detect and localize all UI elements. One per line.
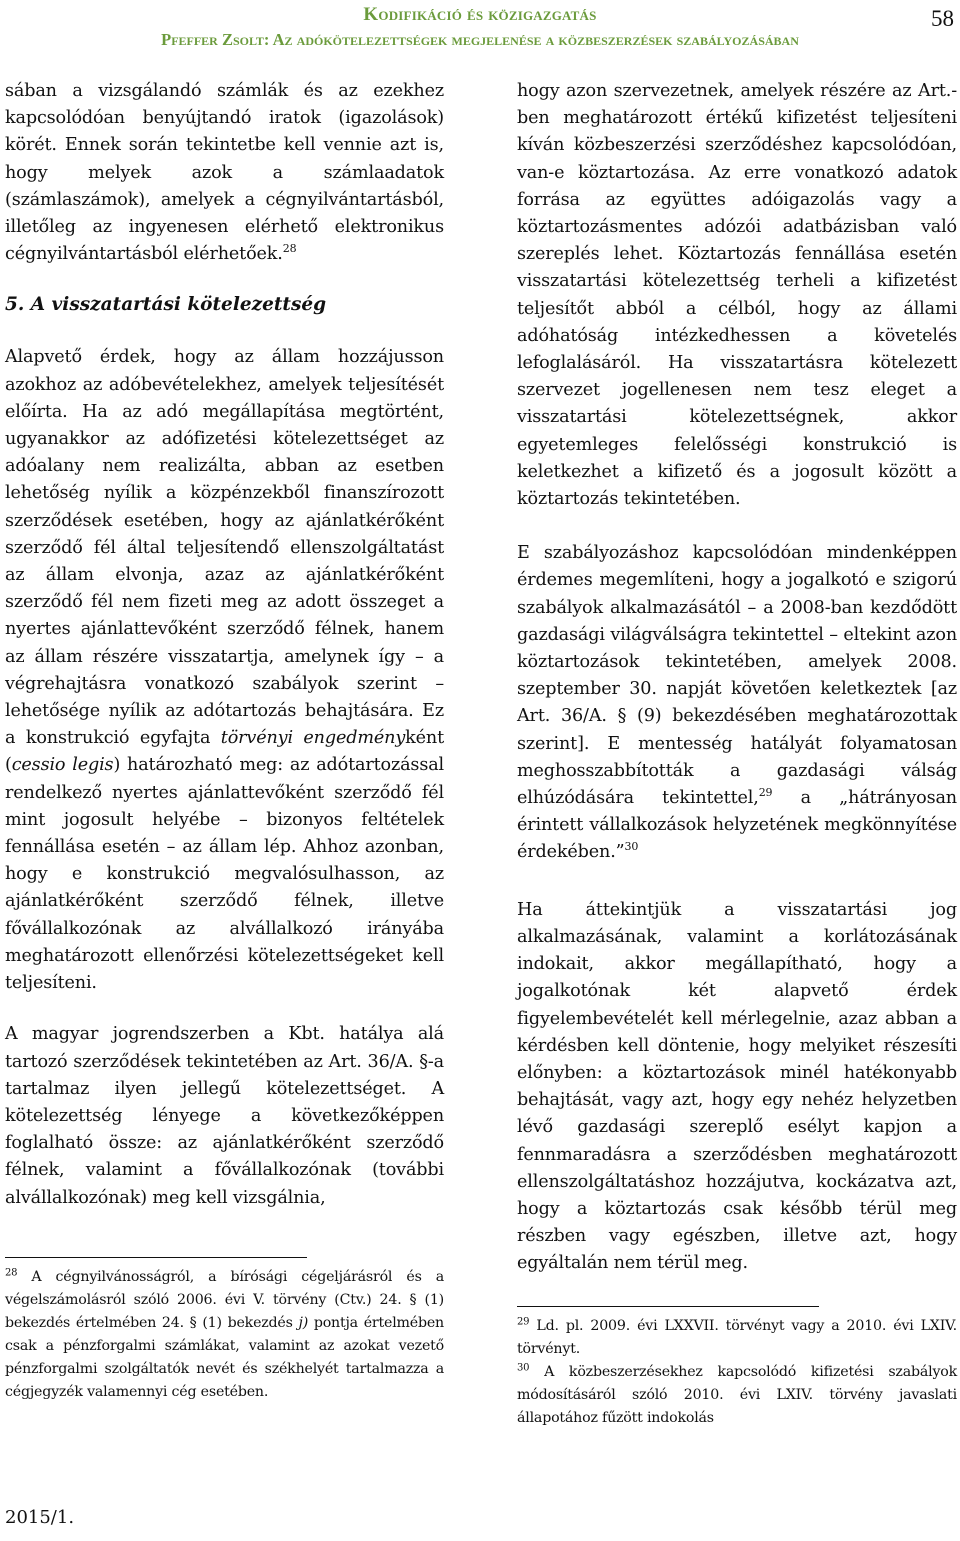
emphasis-text: cessio legis xyxy=(11,755,114,776)
footnote-29: $^{29}$ Ld. pl. 2009. évi LXXVII. törvényt vagy a 2010. évi LXIV. törvényt. xyxy=(517,1315,957,1357)
footnote-28: $^{28}$ A cégnyilvánosságról, a bírósági cégeljárásról és a végelszámolásról szóló 2006. évi V. törvény (Ctv.) 24. § (1) bekezdés értelmében 24. § (1) bekezdés j) pontja értelmében csak a pénzforgalmi számlákat, valamint az azokat vezető pénzforgalmi szolgáltatók nevét és székhelyét tartalmazza a cégjegyzék valamennyi cég esetében. xyxy=(5,1266,444,1400)
footnote-ref-28[interactable]: 28 xyxy=(282,242,297,256)
left-paragraph-1: sában a vizsgálandó számlák és az ezekhez kapcsolódóan benyújtandó iratok (igazolások) körét. Ennek során tekintetbe kell vennie azt is, hogy melyek azok a számlaadatok (számlaszámok), amelyek a cégnyilvántartásból, illetőleg az ingyenesen elérhető elektronikus cégnyilvántartásból elérhetőek.$^{28}$ xyxy=(5,81,444,265)
article-running-title: Pfeffer Zsolt: Az adókötelezettségek megjelenése a közbeszerzések szabályozásában xyxy=(161,30,799,49)
journal-title: Kodifikáció és közigazgatás xyxy=(363,4,597,25)
right-column xyxy=(517,78,957,1430)
issue-number: 2015/1. xyxy=(5,1507,75,1528)
footnote-ref-30[interactable]: 30 xyxy=(624,840,639,854)
right-paragraph-1: hogy azon szervezetnek, amelyek részére az Art.-ben meghatározott értékű kifizetést teljesíteni kíván közbeszerzési szerződéshez kapcsolódóan, van-e köztartozása. Az erre vonatkozó adatok forrása az együttes adóigazolás vagy a köztartozásmentes adózói adatbázisban való szereplés lehet. Köztartozás fennállása esetén visszatartási kötelezettség terheli a kifizetést teljesítőt abból a célból, hogy az állami adóhatóság intézkedhessen a követelés lefoglalásáról. Ha visszatartásra kötelezett szervezet jogellenesen nem tesz eleget a visszatartási kötelezettségnek, akkor egyetemleges felelősségi konstrukció is keletkezhet a kifizető és a jogosult között a köztartozás tekintetében. xyxy=(517,81,957,510)
right-paragraph-3: Ha áttekintjük a visszatartási jog alkalmazásának, valamint a korlátozásának indokait, akkor megállapítható, hogy a jogalkotónak két alapvető érdek figyelembevételét kell mérlegelnie, azaz abban a kérdésben kell döntenie, hogy melyiket részesíti előnyben: a köztartozások minél hatékonyabb behajtását, vagy azt, hogy egy nehéz helyzetben lévő gazdasági szereplő esélyt kapjon a fennmaradásra a szerződésben meghatározott ellenszolgáltatáshoz hozzájutva, kockázatva azt, hogy a köztartozás csak később térül meg részben vagy egészben, illetve azt, hogy egyáltalán nem térül meg. xyxy=(517,899,957,1274)
page-number: 58 xyxy=(931,6,954,31)
footnote-ref-29[interactable]: 29 xyxy=(758,786,773,800)
left-column xyxy=(5,78,444,1404)
emphasis-text: törvényi engedmény xyxy=(220,728,406,749)
footnote-30: $^{30}$ A közbeszerzésekhez kapcsolódó kifizetési szabályok módosításáról szóló 2010. évi LXIV. törvény javaslati állapotához fűzött indokolás xyxy=(517,1361,957,1426)
section-heading: 5. A visszatartási kötelezettség xyxy=(5,294,327,316)
right-paragraph-2: E szabályozáshoz kapcsolódóan mindenképpen érdemes megemlíteni, hogy a jogalkotó e szigorú szabályok alkalmazásától – a 2008-ban kezdődött gazdasági világválságra tekintettel – eltekint azon köztartozások tekintetében, amelyek 2008. szeptember 30. napját követően keletkeztek [az Art. 36/A. § (9) bekezdésében meghatározottak szerint]. E mentesség hatályát folyamatosan meghosszabbították a gazdasági válság elhúzódására tekintettel,$^{29}$ a „hátrányosan érintett vállalkozások helyzetének megkönnyítése érdekében.”$^{30}$ xyxy=(517,543,957,863)
left-paragraph-3: A magyar jogrendszerben a Kbt. hatálya alá tartozó szerződések tekintetében az Art. 36/A. §-a tartalmaz ilyen jellegű kötelezettséget. A kötelezettség lényege a következőképpen foglalható össze: az ajánlatkérőként szerződő félnek, valamint a fővállalkozónak (további alvállalkozónak) meg kell vizsgálnia, xyxy=(5,1024,444,1208)
left-paragraph-2: Alapvető érdek, hogy az állam hozzájusson azokhoz az adóbevételekhez, amelyek teljesítését előírta. Ha az adó megállapítása megtörtént, ugyanakkor az adófizetési kötelezettséget az adóalany nem realizálta, abban az esetben lehetőség nyílik a közpénzekből finanszírozott szerződések esetében, hogy az ajánlatkérőként szerződő fél által teljesítendő ellenszolgáltatást az állam elvonja, azaz az ajánlatkérőként szerződő fél nem fizeti meg az adott összeget a nyertes ajánlattevőként szerződő félnek, hanem az állam részére visszatartja, amelynek így – a végrehajtásra vonatkozó szabályok szerint – lehetősége nyílik az adótartozás behajtására. Ez a konstrukció egyfajta törvényi engedményként (cessio legis) határozható meg: az adótartozással rendelkező nyertes ajánlattevőként szerződő fél mint jogosult helyébe – bizonyos feltételek fennállása esetén – az állam lép. Ahhoz azonban, hogy e konstrukció megvalósulhasson, az ajánlatkérőként szerződő félnek, illetve fővállalkozónak az alvállalkozó irányába meghatározott ellenőrzési kötelezettségeket kell teljesíteni. xyxy=(5,347,445,994)
